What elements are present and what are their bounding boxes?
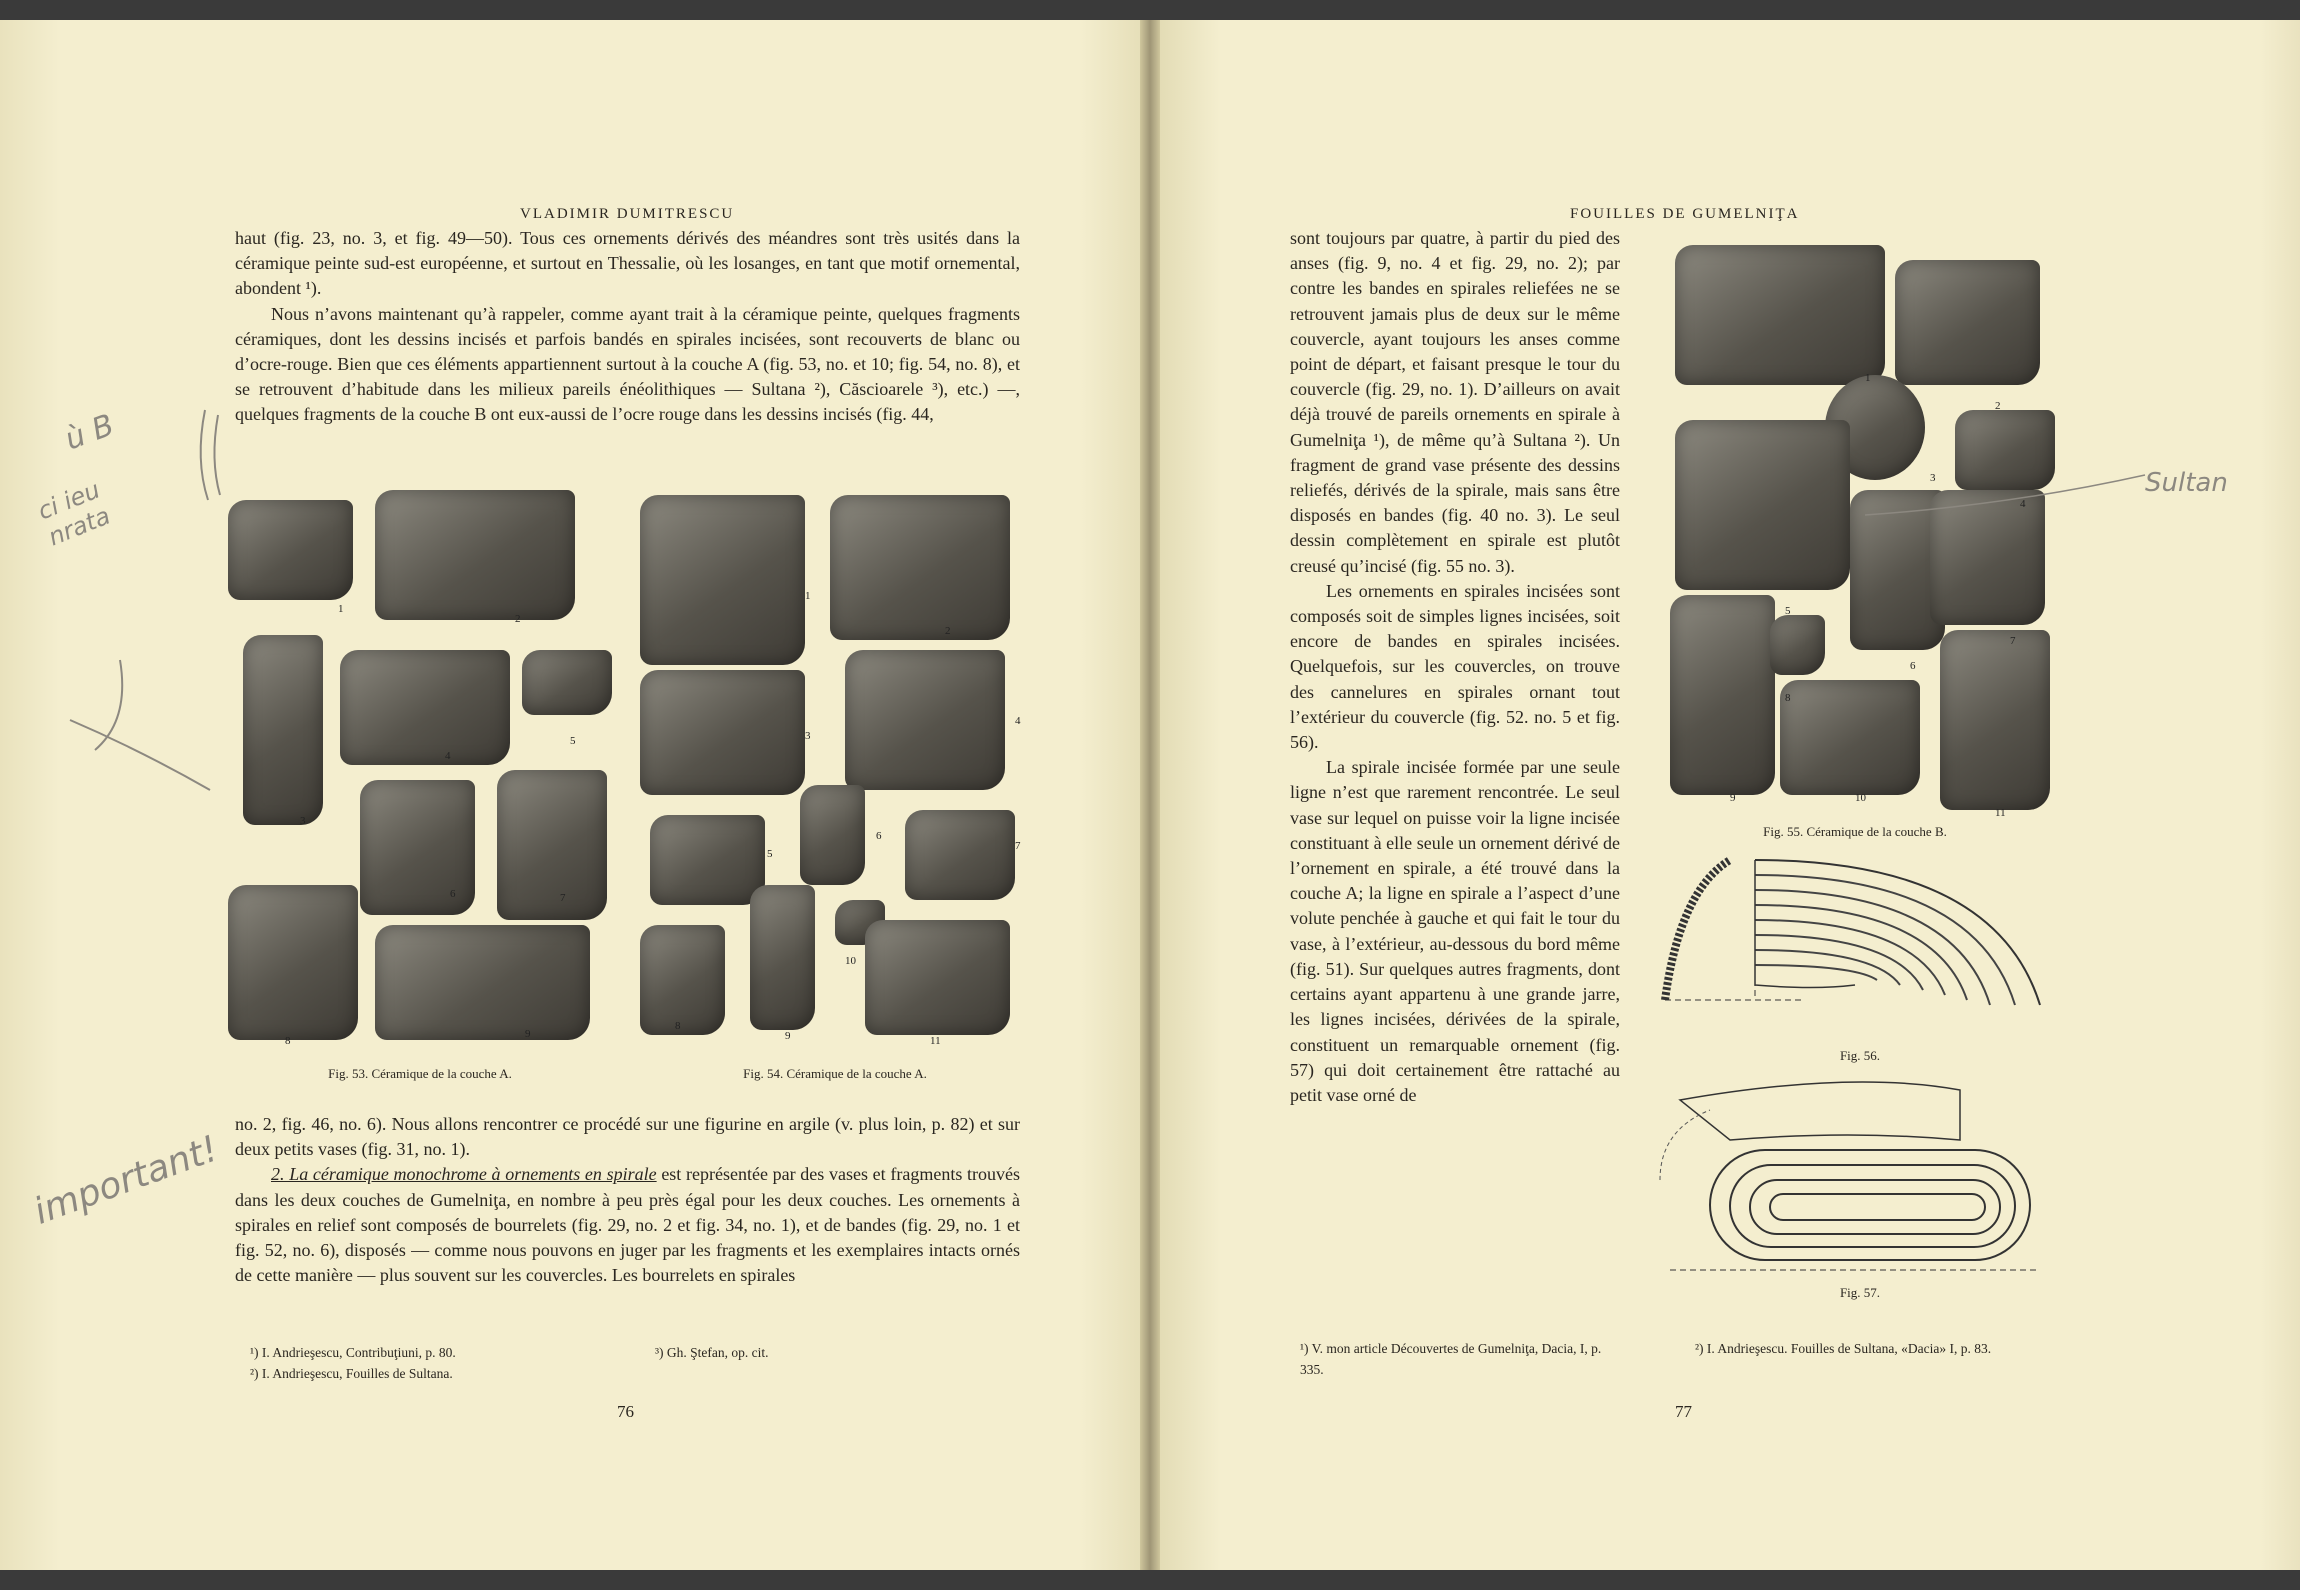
shard-image	[650, 815, 765, 905]
figure-number: 8	[285, 1035, 291, 1047]
shard-image	[375, 490, 575, 620]
shard-image	[228, 500, 353, 600]
figure-number: 1	[805, 590, 811, 602]
shard-image	[845, 650, 1005, 790]
figure-number: 9	[785, 1030, 791, 1042]
figure-number: 6	[1910, 660, 1916, 672]
figure-number: 4	[445, 750, 451, 762]
shard-image	[1895, 260, 2040, 385]
figure-number: 10	[1855, 792, 1866, 804]
shard-image	[640, 495, 805, 665]
figure-number: 9	[1730, 792, 1736, 804]
shard-image	[640, 925, 725, 1035]
figure-number: 9	[525, 1028, 531, 1040]
book-gutter	[1140, 20, 1160, 1570]
figure-caption: Fig. 54. Céramique de la couche A.	[743, 1066, 927, 1081]
shard-image	[360, 780, 475, 915]
figure-number: 6	[450, 888, 456, 900]
footnote: ³) Gh. Ştefan, op. cit.	[655, 1345, 769, 1360]
shard-image	[830, 495, 1010, 640]
footnotes	[1300, 1338, 1610, 1380]
shard-image	[750, 885, 815, 1030]
right-page	[1160, 20, 2300, 1570]
shard-image	[375, 925, 590, 1040]
page-number: 76	[617, 1402, 634, 1421]
shard-image	[522, 650, 612, 715]
handwritten-bracket-mark	[190, 400, 230, 510]
shard-image	[1670, 595, 1775, 795]
paragraph: haut (fig. 23, no. 3, et fig. 49—50). Tous ces ornements dérivés des méandres sont très usités dans la céramique peinte sud-est européenne, et surtout en Thessalie, où les losanges, en tant que motif ornemental, abondent ¹).	[235, 228, 1020, 299]
shard-image	[905, 810, 1015, 900]
handwritten-note: ù B	[60, 407, 119, 458]
paragraph: Nous n’avons maintenant qu’à rappeler, comme ayant trait à la céramique peinte, quelques fragments céramiques, dont les dessins incisés et parfois bandés en spirales incisées, sont recouverts de blanc ou d’ocre-rouge. Bien que ces éléments appartiennent surtout à la couche A (fig. 53, no. et 10; fig. 54, no. 8), et se retrouvent d’habitude dans les milieux pareils énéolithiques — Sultana ²), Căscioarele ³), etc.) —, quelques fragments de la couche B ont eux-aussi de l’ocre rouge dans les dessins incisés (fig. 44,	[235, 303, 1020, 425]
footnote: ¹) V. mon article Découvertes de Gumelniţa, Dacia, I, p. 335.	[1300, 1341, 1602, 1377]
figure-number: 3	[805, 730, 811, 742]
figure-number: 10	[845, 955, 856, 967]
text-block-top	[235, 226, 1020, 428]
handwritten-line-mark	[1860, 460, 2150, 520]
figure-caption: Fig. 57.	[1839, 1285, 1881, 1300]
handwritten-note: Sultan	[2145, 468, 2228, 498]
footnote: ²) I. Andrieşescu, Fouilles de Sultana.	[250, 1366, 453, 1381]
handwritten-cross-mark	[60, 640, 220, 810]
figure-number: 7	[1015, 840, 1021, 852]
handwritten-note: important!	[28, 1128, 224, 1233]
figure-56-drawing	[1655, 850, 2045, 1010]
figure-number: 3	[1930, 472, 1936, 484]
shard-image	[1780, 680, 1920, 795]
figure-number: 4	[2020, 498, 2026, 510]
figure-number: 7	[2010, 635, 2016, 647]
figure-number: 7	[560, 892, 566, 904]
figure-number: 11	[930, 1035, 941, 1047]
paragraph-text: est représentée par des vases et fragments trouvés dans les deux couches de Gumelniţa, en nombre à peu près égal pour les deux couches. Les ornements à spirales en relief sont composés de bourrelets (fig. 29, no. 2 et fig. 34, no. 1), et de bandes (fig. 29, no. 1 et fig. 52, no. 6), disposés — comme nous pouvons en juger par les fragments et les exemplaires intacts ornés de cette manière — plus souvent sur les couvercles. Les bourrelets en spirales	[235, 1164, 1021, 1286]
shard-image	[1675, 420, 1850, 590]
paragraph: Les ornements en spirales incisées sont composés soit de simples lignes incisées, soit encore de bandes en spirales incisées. Quelquefois, sur les couvercles, on trouve des cannelures en spirales ornant tout l’extérieur du couvercle (fig. 52. no. 5 et fig. 56).	[1290, 580, 1620, 753]
figure-caption: Fig. 55. Céramique de la couche B.	[1763, 824, 1947, 839]
footnotes-right-col	[655, 1342, 905, 1363]
figure-number: 5	[1785, 605, 1791, 617]
handwritten-note: ci ieu nrata	[33, 475, 115, 552]
paragraph: no. 2, fig. 46, no. 6). Nous allons rencontrer ce procédé sur une figurine en argile (v. plus loin, p. 82) et sur deux petits vases (fig. 31, no. 1).	[235, 1114, 1020, 1160]
shard-image	[228, 885, 358, 1040]
text-block-bottom	[235, 1112, 1020, 1288]
text-column	[1290, 226, 1620, 1108]
shard-image	[1675, 245, 1885, 385]
shard-image	[640, 670, 805, 795]
figure-number: 8	[1785, 692, 1791, 704]
shard-image	[340, 650, 510, 765]
paragraph: sont toujours par quatre, à partir du pied des anses (fig. 9, no. 4 et fig. 29, no. 2); par contre les bandes en spirales reliefées ne se retrouvent jamais plus de deux sur le même couvercle, ayant toujours les anses comme point de départ, et faisant presque le tour du couvercle (fig. 29, no. 1). D’ailleurs on avait déjà trouvé de pareils ornements en spirale à Gumelniţa ¹), de même qu’à Sultana ²). Un fragment de grand vase présente des dessins reliefés, dérivés de la spirale, mais sans être disposés en bandes (fig. 40 no. 3). Le seul dessin complètement en spirale est plutôt creusé qu’incisé (fig. 55 no. 3).	[1290, 228, 1620, 576]
figure-57-drawing	[1650, 1070, 2050, 1280]
figure-number: 5	[570, 735, 576, 747]
section-heading: 2. La céramique monochrome à ornements en spirale	[271, 1164, 657, 1185]
paragraph	[235, 1162, 1020, 1288]
footnotes-right-col	[1695, 1338, 2055, 1359]
shard-image	[497, 770, 607, 920]
figure-number: 2	[1995, 400, 2001, 412]
shard-image	[243, 635, 323, 825]
shard-image	[865, 920, 1010, 1035]
figure-number: 2	[945, 625, 951, 637]
figure-number: 8	[675, 1020, 681, 1032]
paragraph: La spirale incisée formée par une seule ligne n’est que rarement rencontrée. Le seul vase sur lequel on puisse voir la ligne incisée constituant à elle seule un ornement dérivé de l’ornement en spirale, a été trouvé dans la couche A; la ligne en spirale a l’aspect d’une volute penchée à gauche et qui fait le tour du vase, à l’extérieur, au-dessous du bord même (fig. 51). Sur quelques autres fragments, dont certains ayant appartenu à une grande jarre, les lignes incisées, dérivées de la spirale, constituent un remarquable ornement (fig. 57) qui doit certainement être rattaché au petit vase orné de	[1290, 757, 1620, 1105]
shard-image	[1770, 615, 1825, 675]
footnote: ¹) I. Andrieşescu, Contribuţiuni, p. 80.	[250, 1345, 456, 1360]
shard-image	[800, 785, 865, 885]
running-head: VLADIMIR DUMITRESCU	[520, 206, 735, 222]
shard-image	[1940, 630, 2050, 810]
figure-number: 3	[300, 815, 306, 827]
figure-number: 1	[338, 603, 344, 615]
page-number: 77	[1675, 1402, 1692, 1421]
running-head: FOUILLES DE GUMELNIŢA	[1570, 206, 1800, 222]
figure-number: 2	[515, 613, 521, 625]
left-page	[0, 20, 1140, 1570]
figure-caption: Fig. 56.	[1839, 1048, 1881, 1063]
footnote: ²) I. Andrieşescu. Fouilles de Sultana, «Dacia» I, p. 83.	[1695, 1341, 1992, 1356]
figure-number: 11	[1995, 807, 2006, 819]
figure-number: 4	[1015, 715, 1021, 727]
figure-number: 1	[1865, 372, 1871, 384]
figure-number: 5	[767, 848, 773, 860]
figure-caption: Fig. 53. Céramique de la couche A.	[328, 1066, 512, 1081]
figure-number: 6	[876, 830, 882, 842]
footnotes	[250, 1342, 580, 1384]
